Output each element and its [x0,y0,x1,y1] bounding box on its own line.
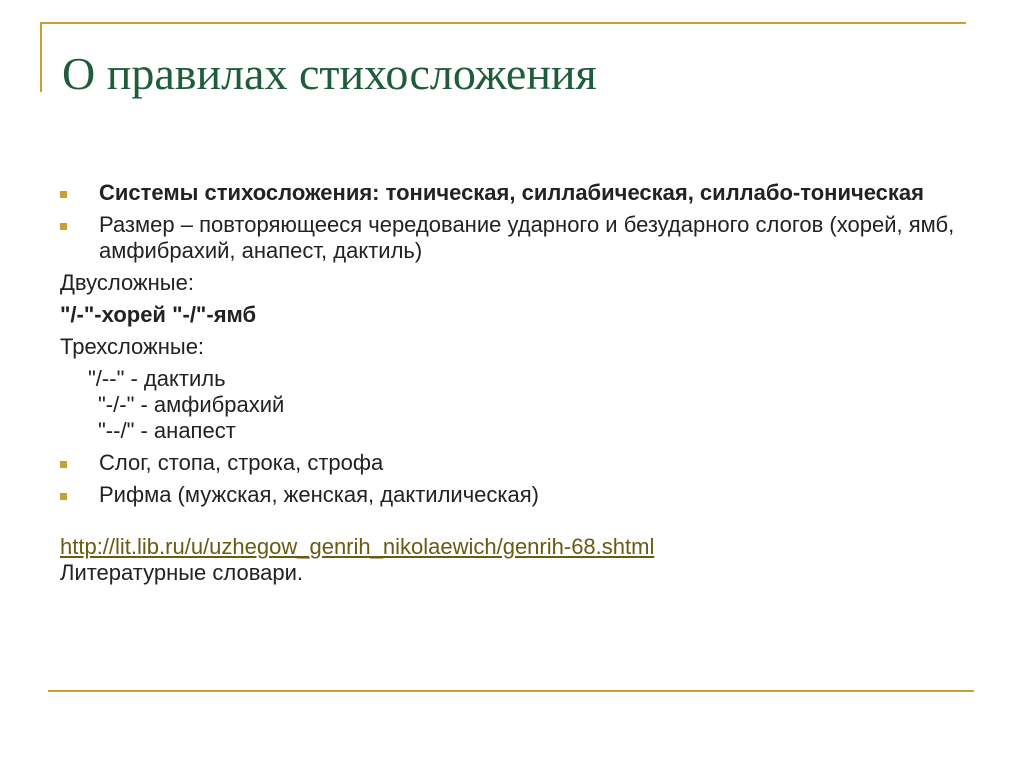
metre-amphibrach: "-/-" - амфибрахий [98,392,285,417]
bullet-text: Рифма (мужская, женская, дактилическая) [99,482,539,507]
bullet-item-rhyme [60,482,960,508]
bullet-text: Размер – повторяющееся чередование ударного и безударного слогов (хорей, ямб, амфибрахий, анапест, дактиль) [99,212,955,263]
source-link[interactable]: http://lit.lib.ru/u/uzhegow_genrih_nikolaewich/genrih-68.shtml [60,534,655,559]
slide-title: О правилах стихосложения [62,48,597,99]
bullet-item-syllable [60,450,960,476]
metre-anapest: "--/" - анапест [98,418,236,443]
slide-content [60,180,960,586]
frame-top-rule [40,22,966,24]
source-link-line [60,534,960,560]
frame-left-rule [40,22,42,92]
frame-bottom-rule [48,690,974,692]
metre-dactyl: "/--" - дактиль [88,366,226,391]
square-bullet-icon [60,461,67,468]
bullet-text: Слог, стопа, строка, строфа [99,450,384,475]
bullet-item-metre [60,212,960,264]
square-bullet-icon [60,191,67,198]
two-syllable-heading: Двусложные: [60,270,194,295]
three-syllable-heading: Трехсложные: [60,334,205,359]
source-caption: Литературные словари. [60,560,304,585]
square-bullet-icon [60,493,67,500]
two-syllable-line: "/-"-хорей "-/"-ямб [60,302,257,327]
square-bullet-icon [60,223,67,230]
three-syllable-list [60,366,960,444]
bullet-item-systems [60,180,960,206]
bullet-text: Системы стихосложения: тоническая, силлабическая, силлабо-тоническая [99,180,924,205]
